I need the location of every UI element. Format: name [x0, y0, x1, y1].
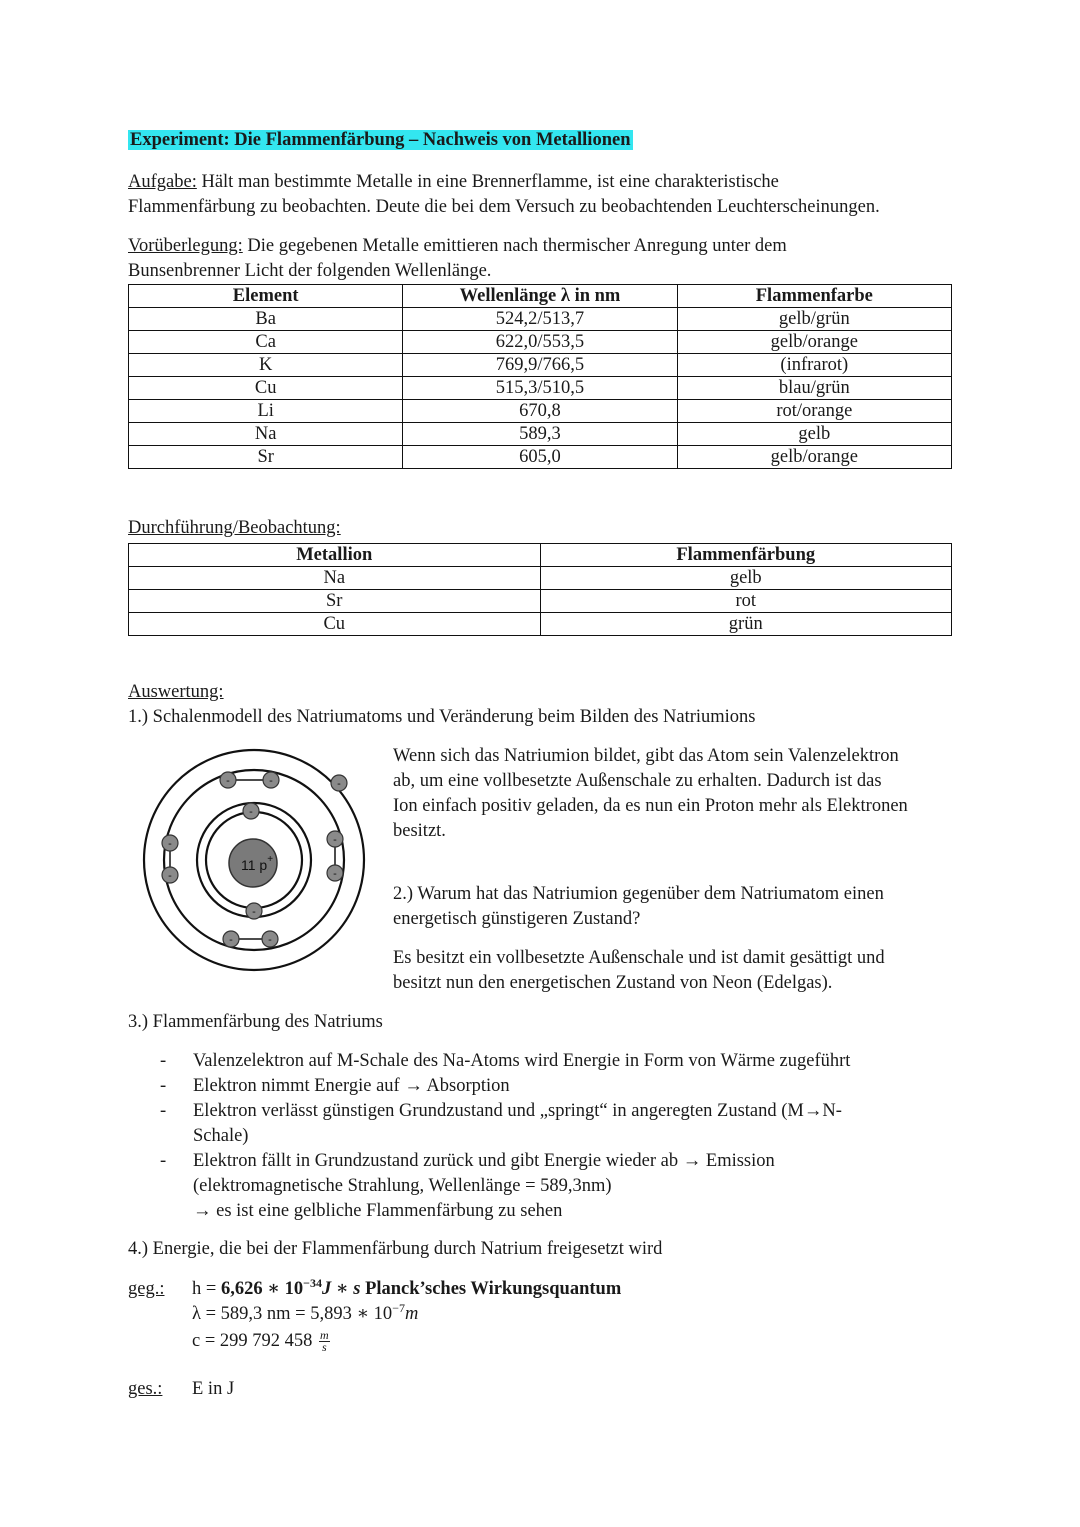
- electron-sign: -: [269, 775, 273, 787]
- list-item-line: Valenzelektron auf M-Schale des Na-Atoms wird Energie in Form von Wärme zugeführt: [193, 1051, 851, 1071]
- electron: [327, 831, 343, 847]
- given-h-unit: J ∗ s: [321, 1279, 361, 1299]
- electron: [162, 835, 178, 851]
- table-cell: Sr: [129, 590, 541, 613]
- electron: [220, 772, 236, 788]
- nucleus: [229, 839, 277, 887]
- given-lambda: [192, 1302, 418, 1327]
- question-2: [393, 882, 963, 932]
- given-h: [192, 1277, 621, 1302]
- answer-2: [393, 946, 963, 996]
- answer-1-line: Ion einfach positiv geladen, da es nun ein Proton mehr als Elektronen: [393, 796, 908, 816]
- electron-sign: -: [333, 868, 337, 880]
- table-cell: Ca: [129, 331, 403, 354]
- bohr-model-diagram: [138, 748, 370, 972]
- list-item: - Valenzelektron auf M-Schale des Na-Atoms wird Energie in Form von Wärme zugeführt: [160, 1049, 960, 1074]
- vorueberlegung-section: [128, 234, 958, 284]
- table-cell: (infrarot): [677, 354, 951, 377]
- given-c-unit-num: m: [320, 1328, 329, 1343]
- table-cell: Li: [129, 400, 403, 423]
- list-item-line: Elektron verlässt günstigen Grundzustand und „springt“ in angeregten Zustand (M→N-: [193, 1101, 842, 1121]
- wavelength-table: [128, 284, 952, 469]
- electron: [263, 772, 279, 788]
- vorueberlegung-text-1: Die gegebenen Metalle emittieren nach thermischer Anregung unter dem: [242, 236, 787, 256]
- table-header: Element: [129, 285, 403, 308]
- table-header: Metallion: [129, 544, 541, 567]
- given-lambda-exponent: −7: [392, 1300, 405, 1315]
- observation-table: [128, 543, 952, 636]
- table-cell: Cu: [129, 613, 541, 636]
- auswertung-section: [128, 680, 958, 730]
- table-cell: gelb: [540, 567, 952, 590]
- table-header: Flammenfarbe: [677, 285, 951, 308]
- table-cell: 524,2/513,7: [403, 308, 677, 331]
- electron: [331, 775, 347, 791]
- table-cell: grün: [540, 613, 952, 636]
- vorueberlegung-label: Vorüberlegung:: [128, 236, 243, 256]
- given-lambda-prefix: λ = 589,3 nm =: [192, 1304, 311, 1324]
- table-cell: 769,9/766,5: [403, 354, 677, 377]
- table-header-row: [129, 285, 952, 308]
- given-c: [192, 1329, 330, 1354]
- electron: [262, 931, 278, 947]
- ges-value: E in J: [192, 1379, 235, 1399]
- answer-1-line: besitzt.: [393, 821, 446, 841]
- electron-sign: -: [268, 934, 272, 946]
- table-header-row: [129, 544, 952, 567]
- list-item-line: (elektromagnetische Strahlung, Wellenlänge = 589,3nm): [193, 1176, 612, 1196]
- electron-sign: -: [226, 775, 230, 787]
- electron: [223, 931, 239, 947]
- electron: [243, 803, 259, 819]
- electron-sign: -: [333, 834, 337, 846]
- question-4: 4.) Energie, die bei der Flammenfärbung durch Natrium freigesetzt wird: [128, 1239, 663, 1259]
- given-h-desc: Planck’sches Wirkungsquantum: [360, 1279, 622, 1299]
- question-1: 1.) Schalenmodell des Natriumatoms und Veränderung beim Bilden des Natriumions: [128, 707, 756, 727]
- given-lambda-unit: m: [404, 1304, 419, 1324]
- nucleus-label: 11 p: [241, 857, 268, 873]
- given-c-unit-den: s: [322, 1340, 327, 1355]
- aufgabe-text-1: Hält man bestimmte Metalle in eine Brennerflamme, ist eine charakteristische: [196, 172, 779, 192]
- nucleus-charge: +: [267, 854, 274, 865]
- table-row: [129, 423, 952, 446]
- auswertung-label: Auswertung:: [128, 682, 224, 702]
- table-row: [129, 567, 952, 590]
- durchfuehrung-label: Durchführung/Beobachtung:: [128, 518, 341, 538]
- table-cell: K: [129, 354, 403, 377]
- given-c-value: c = 299 792 458: [192, 1331, 318, 1351]
- list-item-line: → es ist eine gelbliche Flammenfärbung zu sehen: [193, 1201, 563, 1221]
- answer-2-line: Es besitzt ein vollbesetzte Außenschale und ist damit gesättigt und: [393, 948, 885, 968]
- page-title: [128, 128, 958, 153]
- table-header: Flammenfärbung: [540, 544, 952, 567]
- aufgabe-label: Aufgabe:: [128, 172, 197, 192]
- list-item: - Elektron verlässt günstigen Grundzustand und „springt“ in angeregten Zustand (M→N- Schale): [160, 1099, 960, 1149]
- list-item-line: Elektron fällt in Grundzustand zurück und gibt Energie wieder ab → Emission: [193, 1151, 775, 1171]
- electron: [327, 865, 343, 881]
- answer-1: [393, 744, 963, 844]
- electron-sign: -: [337, 778, 341, 790]
- answer-1-line: ab, um eine vollbesetzte Außenschale zu erhalten. Dadurch ist das: [393, 771, 882, 791]
- table-cell: Na: [129, 567, 541, 590]
- list-item-line: Schale): [193, 1126, 249, 1146]
- question-3: 3.) Flammenfärbung des Natriums: [128, 1012, 383, 1032]
- electron: [246, 903, 262, 919]
- table-cell: 670,8: [403, 400, 677, 423]
- electron-sign: -: [229, 934, 233, 946]
- given-lambda-value: 5,893 ∗ 10: [310, 1304, 393, 1324]
- table-cell: 605,0: [403, 446, 677, 469]
- electron-sign: -: [168, 838, 172, 850]
- durchfuehrung-section: [128, 516, 958, 541]
- table-cell: rot: [540, 590, 952, 613]
- table-row: [129, 613, 952, 636]
- table-cell: Sr: [129, 446, 403, 469]
- electron-sign: -: [168, 870, 172, 882]
- electron: [162, 867, 178, 883]
- table-cell: gelb/orange: [677, 446, 951, 469]
- ges-label: ges.:: [128, 1379, 163, 1399]
- answer-1-line: Wenn sich das Natriumion bildet, gibt das Atom sein Valenzelektron: [393, 746, 899, 766]
- given-h-prefix: h =: [192, 1279, 221, 1299]
- table-row: [129, 590, 952, 613]
- table-cell: gelb/orange: [677, 331, 951, 354]
- bullet-list: [160, 1049, 960, 1224]
- observation-table-wrap: [128, 543, 952, 636]
- list-item: - Elektron nimmt Energie auf → Absorption: [160, 1074, 960, 1099]
- list-item-line: Elektron nimmt Energie auf → Absorption: [193, 1076, 510, 1096]
- table-cell: Ba: [129, 308, 403, 331]
- table-cell: 515,3/510,5: [403, 377, 677, 400]
- table-row: [129, 308, 952, 331]
- table-cell: gelb: [677, 423, 951, 446]
- vorueberlegung-text-2: Bunsenbrenner Licht der folgenden Wellenlänge.: [128, 261, 492, 281]
- table-cell: rot/orange: [677, 400, 951, 423]
- table-row: [129, 331, 952, 354]
- aufgabe-section: [128, 170, 958, 220]
- table-cell: Cu: [129, 377, 403, 400]
- given-h-value: 6,626 ∗ 10: [220, 1279, 304, 1299]
- table-row: [129, 446, 952, 469]
- sought-section: [128, 1377, 958, 1402]
- table-cell: gelb/grün: [677, 308, 951, 331]
- aufgabe-text-2: Flammenfärbung zu beobachten. Deute die bei dem Versuch zu beobachtenden Leuchterscheinungen.: [128, 197, 880, 217]
- table-cell: 589,3: [403, 423, 677, 446]
- wavelength-table-wrap: [128, 284, 952, 469]
- electron-sign: -: [249, 806, 253, 818]
- electron-sign: -: [252, 906, 256, 918]
- geg-label: geg.:: [128, 1279, 165, 1299]
- table-cell: Na: [129, 423, 403, 446]
- answer-2-line: besitzt nun den energetischen Zustand von Neon (Edelgas).: [393, 973, 833, 993]
- given-h-exponent: −34: [303, 1275, 322, 1290]
- given-c-unit: [319, 1330, 330, 1353]
- title-highlight: Experiment: Die Flammenfärbung – Nachweis von Metallionen: [130, 130, 631, 150]
- table-row: [129, 377, 952, 400]
- question-2-line: energetisch günstigeren Zustand?: [393, 909, 641, 929]
- table-cell: 622,0/553,5: [403, 331, 677, 354]
- table-row: [129, 354, 952, 377]
- table-header: Wellenlänge λ in nm: [403, 285, 677, 308]
- table-row: [129, 400, 952, 423]
- table-cell: blau/grün: [677, 377, 951, 400]
- list-item: - Elektron fällt in Grundzustand zurück und gibt Energie wieder ab → Emission (elektromagnetische Strahlung, Wellenlänge = 589,3nm) → es ist eine gelbliche Flammenfärbung zu sehen: [160, 1149, 960, 1224]
- question-2-line: 2.) Warum hat das Natriumion gegenüber dem Natriumatom einen: [393, 884, 884, 904]
